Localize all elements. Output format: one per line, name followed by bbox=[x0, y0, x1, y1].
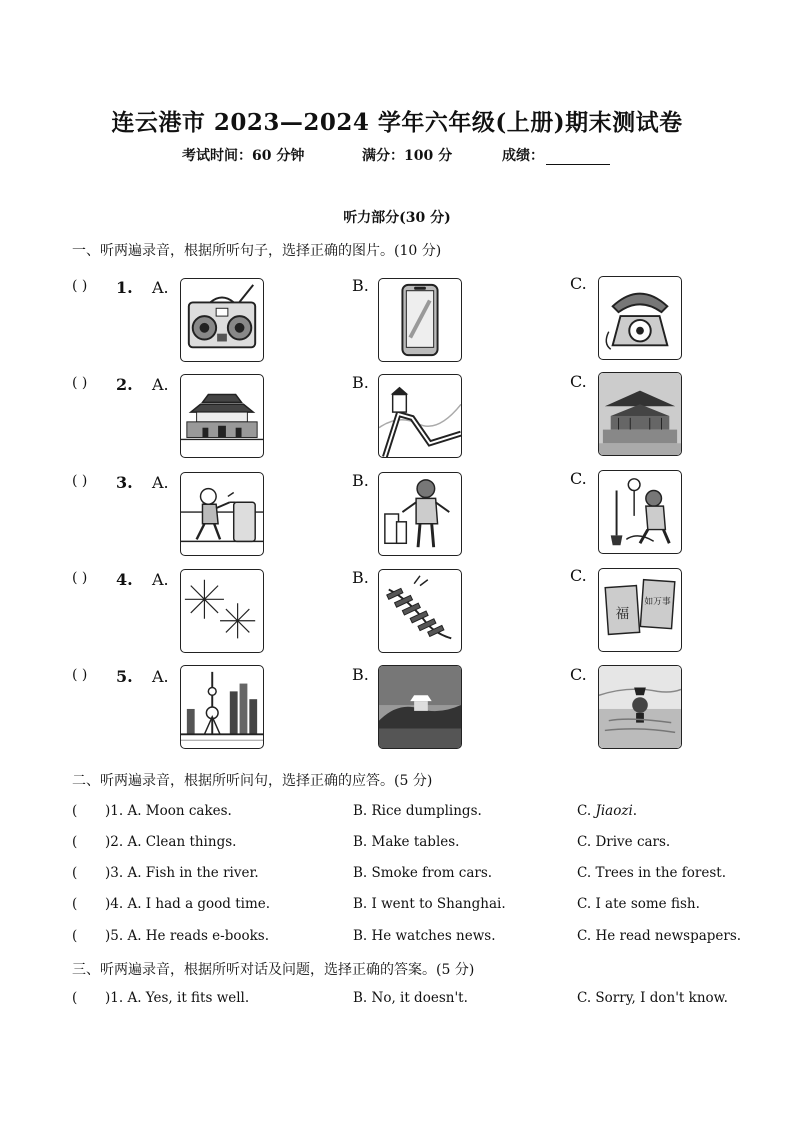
option-a-picture[interactable] bbox=[180, 278, 264, 362]
answer-blank[interactable]: ( bbox=[72, 834, 78, 850]
option-c-label: C. bbox=[570, 372, 587, 391]
forbidden-city-icon bbox=[599, 373, 681, 455]
question-number: 2. bbox=[116, 375, 133, 394]
boy-throwing-trash-icon bbox=[181, 473, 263, 555]
red-packet-left-text: 福 bbox=[615, 605, 630, 622]
option-c-prefix: C. bbox=[577, 834, 596, 850]
question-number: 5. bbox=[116, 667, 133, 686]
option-a-label: A. bbox=[152, 375, 169, 394]
great-wall-icon bbox=[379, 375, 461, 457]
option-c-label: C. bbox=[570, 566, 587, 585]
option-b[interactable]: B. Rice dumplings. bbox=[353, 803, 482, 819]
answer-blank[interactable]: ( ) bbox=[72, 375, 88, 391]
option-a[interactable]: )3. A. Fish in the river. bbox=[105, 865, 259, 881]
answer-blank[interactable]: ( bbox=[72, 803, 78, 819]
option-c-prefix: C. bbox=[577, 896, 596, 912]
option-c-picture[interactable] bbox=[598, 372, 682, 456]
option-a-label: A. bbox=[152, 278, 169, 297]
tiananmen-icon bbox=[181, 375, 263, 457]
option-c-text: Trees in the forest. bbox=[595, 865, 727, 881]
option-c-picture[interactable] bbox=[598, 568, 682, 652]
score-blank[interactable] bbox=[546, 150, 610, 165]
section1-heading: 一、听两遍录音，根据所听句子，选择正确的图片。(10 分) bbox=[72, 243, 442, 259]
option-b-picture[interactable] bbox=[378, 374, 462, 458]
option-b-label: B. bbox=[352, 276, 369, 295]
option-b-label: B. bbox=[352, 665, 369, 684]
option-b[interactable]: B. No, it doesn't. bbox=[353, 990, 468, 1006]
option-a-picture[interactable] bbox=[180, 472, 264, 556]
red-packets-icon bbox=[599, 569, 681, 651]
section3-heading: 三、听两遍录音，根据所听对话及问题，选择正确的答案。(5 分) bbox=[72, 962, 475, 978]
option-c[interactable] bbox=[577, 896, 700, 912]
option-b-picture[interactable] bbox=[378, 665, 462, 749]
option-c-prefix: C. bbox=[577, 803, 596, 819]
option-c-picture[interactable] bbox=[598, 470, 682, 554]
option-c-picture[interactable] bbox=[598, 276, 682, 360]
option-a[interactable]: )1. A. Yes, it fits well. bbox=[105, 990, 250, 1006]
option-c[interactable]: C. Sorry, I don't know. bbox=[577, 990, 728, 1006]
boy-planting-tree-icon bbox=[599, 471, 681, 553]
option-b-picture[interactable] bbox=[378, 472, 462, 556]
shanghai-skyline-icon bbox=[181, 666, 263, 748]
mountain-temple-icon bbox=[379, 666, 461, 748]
section2-heading: 二、听两遍录音，根据所听问句，选择正确的应答。(5 分) bbox=[72, 773, 433, 789]
firecrackers-icon bbox=[379, 570, 461, 652]
option-a[interactable]: )4. A. I had a good time. bbox=[105, 896, 271, 912]
option-b-picture[interactable] bbox=[378, 569, 462, 653]
option-a-picture[interactable] bbox=[180, 374, 264, 458]
answer-blank[interactable]: ( ) bbox=[72, 278, 88, 294]
option-c-text: I ate some fish. bbox=[595, 896, 700, 912]
option-c[interactable] bbox=[577, 834, 670, 850]
option-c[interactable] bbox=[577, 865, 726, 881]
boy-water-bottle-icon bbox=[379, 473, 461, 555]
score-field[interactable] bbox=[502, 145, 610, 165]
option-a-picture[interactable] bbox=[180, 665, 264, 749]
option-b[interactable]: B. Smoke from cars. bbox=[353, 865, 493, 881]
answer-blank[interactable]: ( bbox=[72, 896, 78, 912]
option-a-label: A. bbox=[152, 570, 169, 589]
question-number: 1. bbox=[116, 278, 133, 297]
full-score: 满分：100 分 bbox=[362, 148, 453, 164]
option-a[interactable]: )5. A. He reads e-books. bbox=[105, 928, 270, 944]
telephone-icon bbox=[599, 277, 681, 359]
west-lake-pagoda-icon bbox=[599, 666, 681, 748]
question-number: 3. bbox=[116, 473, 133, 492]
fireworks-icon bbox=[181, 570, 263, 652]
answer-blank[interactable]: ( ) bbox=[72, 570, 88, 586]
option-c-prefix: C. bbox=[577, 928, 596, 944]
option-c-label: C. bbox=[570, 274, 587, 293]
listening-part-title: 听力部分(30 分) bbox=[343, 210, 451, 226]
option-c-text: Drive cars. bbox=[595, 834, 671, 850]
option-b[interactable]: B. I went to Shanghai. bbox=[353, 896, 506, 912]
option-b-picture[interactable] bbox=[378, 278, 462, 362]
option-a-label: A. bbox=[152, 473, 169, 492]
option-c-text: Jiaozi bbox=[595, 803, 633, 819]
question-number: 4. bbox=[116, 570, 133, 589]
option-c-label: C. bbox=[570, 665, 587, 684]
smartphone-icon bbox=[379, 279, 461, 361]
option-c[interactable] bbox=[577, 928, 741, 944]
option-a[interactable]: )1. A. Moon cakes. bbox=[105, 803, 232, 819]
option-b-label: B. bbox=[352, 373, 369, 392]
answer-blank[interactable]: ( bbox=[72, 928, 78, 944]
radio-icon bbox=[181, 279, 263, 361]
score-label: 成绩： bbox=[502, 148, 544, 164]
answer-blank[interactable]: ( bbox=[72, 865, 78, 881]
option-c-suffix: . bbox=[632, 803, 638, 819]
option-c-picture[interactable] bbox=[598, 665, 682, 749]
option-c-label: C. bbox=[570, 469, 587, 488]
option-b[interactable]: B. Make tables. bbox=[353, 834, 460, 850]
option-b-label: B. bbox=[352, 471, 369, 490]
red-packet-right-text: 如万事 bbox=[644, 597, 671, 608]
answer-blank[interactable]: ( ) bbox=[72, 473, 88, 489]
option-c-prefix: C. bbox=[577, 865, 596, 881]
option-b-label: B. bbox=[352, 568, 369, 587]
option-a-picture[interactable] bbox=[180, 569, 264, 653]
option-b[interactable]: B. He watches news. bbox=[353, 928, 496, 944]
answer-blank[interactable]: ( ) bbox=[72, 667, 88, 683]
exam-time: 考试时间：60 分钟 bbox=[182, 148, 305, 164]
page-title: 连云港市 2023—2024 学年六年级(上册)期末测试卷 bbox=[111, 109, 683, 136]
option-c[interactable] bbox=[577, 803, 637, 819]
option-a[interactable]: )2. A. Clean things. bbox=[105, 834, 237, 850]
option-c-text: He read newspapers. bbox=[595, 928, 742, 944]
option-a-label: A. bbox=[152, 667, 169, 686]
answer-blank[interactable]: ( bbox=[72, 990, 78, 1006]
